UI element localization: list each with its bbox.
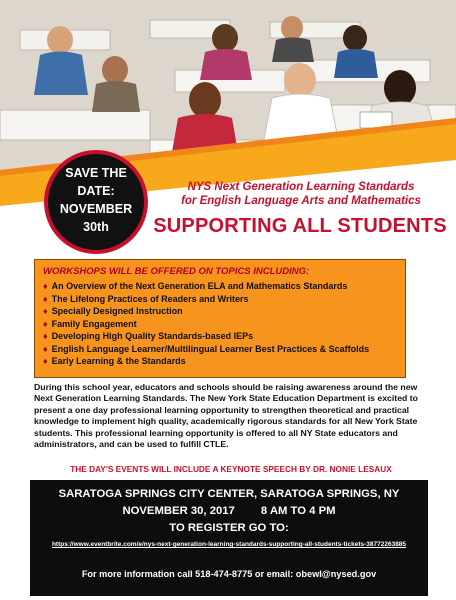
subtitle-line-1: NYS Next Generation Learning Standards (187, 181, 415, 193)
description-paragraph: During this school year, educators and schools should be raising awareness around the new Next Generation Learning Standards. The New York State Education Department is excited to present a one day professional learning opportunity to strengthen theoretical and practical knowledge to implement high quality, academically rigorous standards for all New York State students. This professional learning opportunity is offered to all NY State educators and administrators, and can be used to fulfill CTLE. (34, 382, 418, 450)
register-heading: TO REGISTER GO TO: (169, 522, 289, 534)
diamond-bullet-icon: ♦ (43, 318, 48, 329)
workshop-item: ♦ Family Engagement (43, 318, 137, 329)
save-line-4: 30th (83, 220, 109, 234)
registration-link[interactable]: https://www.eventbrite.com/e/nys-next-generation-learning-standards-supporting-all-students-tickets-38772263885 (51, 541, 407, 548)
save-the-date-text (44, 164, 148, 236)
diamond-bullet-icon: ♦ (43, 281, 48, 291)
event-date-time (30, 505, 428, 517)
diamond-bullet-icon: ♦ (43, 356, 48, 366)
save-line-2: DATE: (77, 184, 115, 198)
workshop-item: ♦ Developing High Quality Standards-based IEPs (43, 331, 254, 341)
contact-info: For more information call 518-474-8775 or email: obewl@nysed.gov (81, 569, 377, 579)
event-date: NOVEMBER 30, 2017 (122, 505, 235, 517)
workshop-item: ♦ Early Learning & the Standards (43, 356, 186, 366)
save-line-1: SAVE THE (65, 166, 127, 180)
workshop-item: ♦ The Lifelong Practices of Readers and Writers (43, 293, 249, 304)
workshop-box (34, 259, 406, 378)
save-line-3: NOVEMBER (59, 202, 133, 216)
workshop-item: ♦ An Overview of the Next Generation ELA and Mathematics Standards (43, 281, 348, 291)
subtitle-line-2: for English Language Arts and Mathematics (181, 195, 421, 207)
diamond-bullet-icon: ♦ (43, 331, 48, 341)
event-location: SARATOGA SPRINGS CITY CENTER, SARATOGA SPRINGS, NY (58, 488, 400, 500)
workshop-list (43, 280, 397, 368)
keynote-line: THE DAY'S EVENTS WILL INCLUDE A KEYNOTE SPEECH BY DR. NONIE LESAUX (70, 464, 392, 474)
event-footer (30, 480, 428, 596)
diamond-bullet-icon: ♦ (43, 293, 48, 304)
diamond-bullet-icon: ♦ (43, 306, 48, 316)
workshop-item: ♦ Specially Designed Instruction (43, 306, 183, 316)
event-time: 8 AM TO 4 PM (260, 505, 336, 517)
main-title: SUPPORTING ALL STUDENTS (153, 215, 447, 237)
workshop-item: ♦ English Language Learner/Multilingual Learner Best Practices & Scaffolds (43, 343, 370, 354)
diamond-bullet-icon: ♦ (43, 343, 48, 354)
workshop-heading: WORKSHOPS WILL BE OFFERED ON TOPICS INCLUDING: (43, 266, 310, 277)
subtitle (156, 180, 446, 208)
